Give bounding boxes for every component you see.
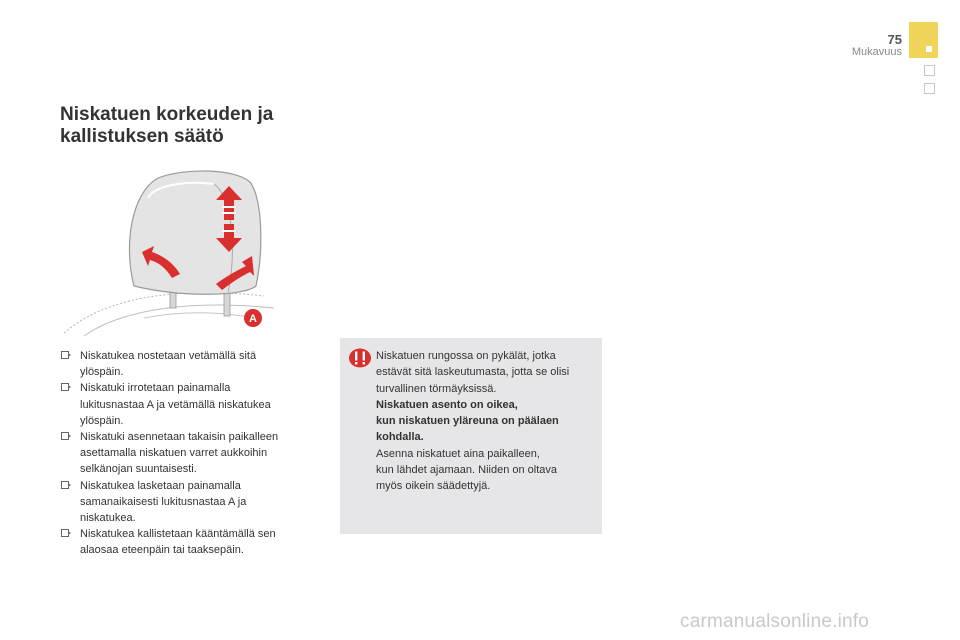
instruction-item: [61, 429, 321, 478]
instruction-line: lukitusnastaa A ja vetämällä niskatukea: [80, 398, 271, 411]
page-number: 75: [887, 32, 902, 47]
headrest-illustration: [64, 168, 284, 338]
checkbox-bullet-icon: [61, 481, 69, 489]
instruction-line: asettamalla niskatuen varret aukkoihin: [80, 447, 268, 460]
warning-text: [376, 348, 600, 495]
warning-line: turvallinen törmäyksissä.: [376, 382, 497, 395]
warning-line: estävät sitä laskeutumasta, jotta se olisi: [376, 366, 570, 379]
seat-back-inner: [144, 313, 254, 318]
warning-line: kun lähdet ajamaan. Niiden on oltava: [376, 464, 558, 477]
warning-line: Niskatuen rungossa on pykälät, jotka: [376, 350, 556, 362]
chapter-tab[interactable]: [909, 22, 938, 58]
warning-bold-line: kun niskatuen yläreuna on päälaen: [376, 415, 559, 428]
watermark: carmanualsonline.info: [680, 611, 870, 632]
chapter-nav-box-1[interactable]: [924, 65, 935, 76]
warning-line: Asenna niskatuet aina paikalleen,: [376, 447, 540, 460]
marker-a-label: A: [249, 313, 257, 325]
instruction-line: Niskatukea kallistetaan kääntämällä sen: [80, 528, 276, 541]
warning-box: [340, 338, 602, 534]
instruction-line: ylöspäin.: [80, 366, 124, 379]
instruction-line: Niskatukea nostetaan vetämällä sitä: [80, 350, 257, 362]
chapter-nav-box-2[interactable]: [924, 83, 935, 94]
instruction-item: [61, 526, 321, 558]
instruction-item: [61, 380, 321, 429]
instruction-line: samanaikaisesti lukitusnastaa A ja: [80, 495, 247, 508]
headrest-rod-right: [224, 292, 230, 316]
instruction-line: niskatukea.: [80, 512, 136, 525]
instruction-item: [61, 348, 321, 380]
instruction-line: Niskatuki irrotetaan painamalla: [80, 382, 231, 395]
checkbox-bullet-icon: [61, 432, 69, 440]
chapter-tab-marker: [926, 46, 932, 52]
warning-bold-line: kohdalla.: [376, 431, 424, 444]
section-title: [60, 104, 330, 148]
chapter-label: Mukavuus: [851, 46, 902, 58]
section-title-line-2: kallistuksen säätö: [60, 126, 224, 147]
warning-line: myös oikein säädettyjä.: [376, 480, 491, 493]
instruction-line: alaosaa eteenpäin tai taaksepäin.: [80, 544, 244, 557]
instruction-line: Niskatukea lasketaan painamalla: [80, 479, 241, 492]
seat-back-outline: [64, 293, 264, 333]
checkbox-bullet-icon: [61, 351, 69, 359]
checkbox-bullet-icon: [61, 529, 69, 537]
checkbox-bullet-icon: [61, 383, 69, 391]
instruction-line: Niskatuki asennetaan takaisin paikalleen: [80, 431, 279, 444]
section-title-line-1: Niskatuen korkeuden ja: [60, 104, 274, 125]
instruction-line: selkänojan suuntaisesti.: [80, 463, 197, 476]
warning-bold-line: Niskatuen asento on oikea,: [376, 398, 518, 411]
instruction-line: ylöspäin.: [80, 414, 124, 427]
instruction-list: [61, 348, 321, 559]
instruction-item: [61, 478, 321, 527]
warning-exclamation-icon: [349, 348, 371, 368]
